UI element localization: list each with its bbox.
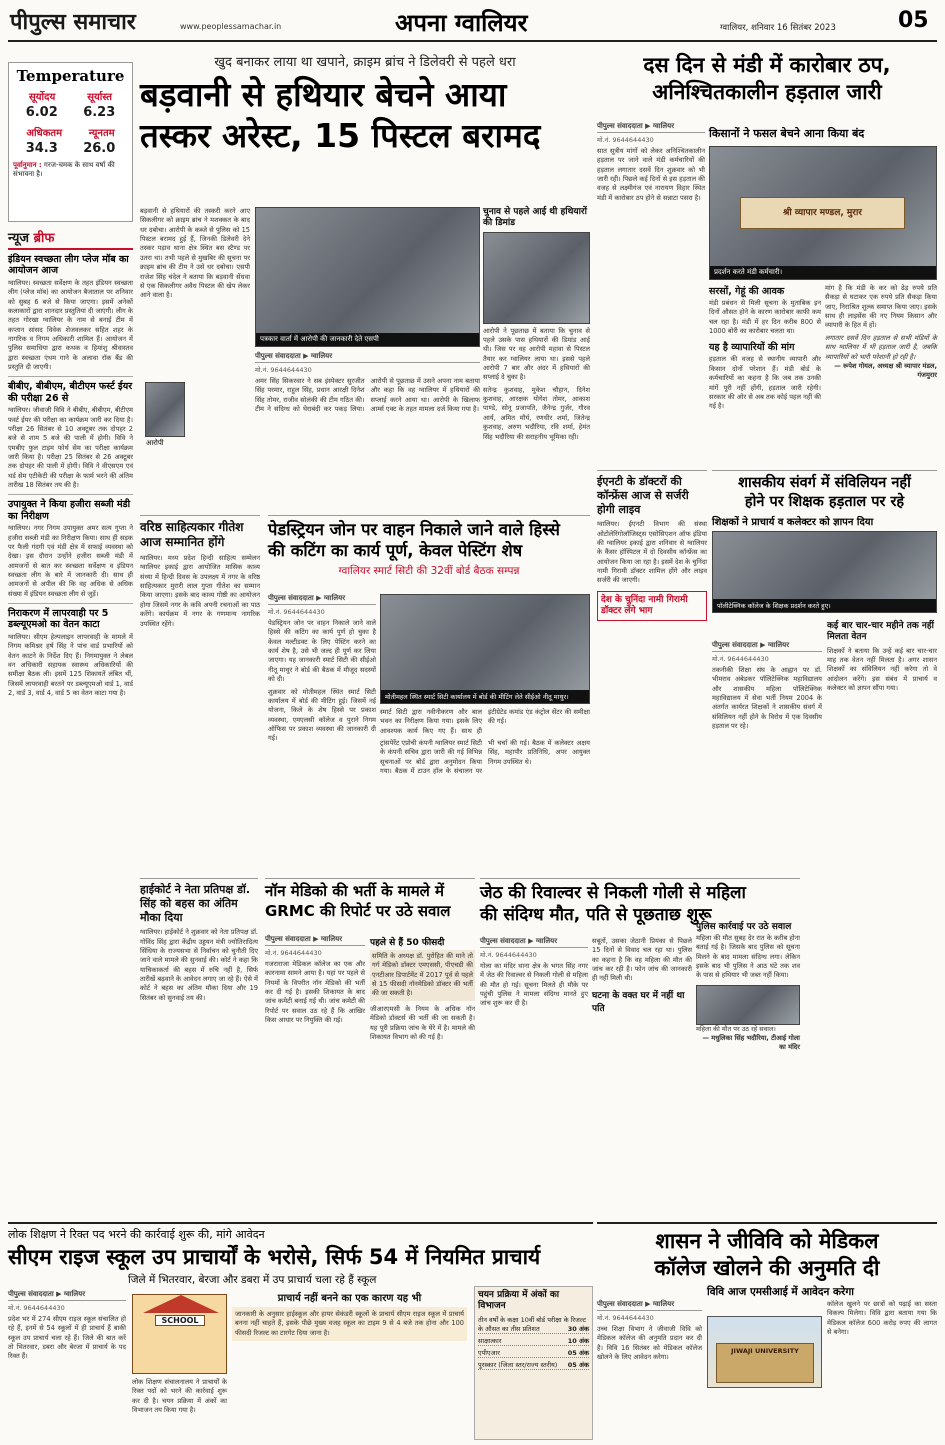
smart-city-mobile: मो.नं. 9644644430	[268, 608, 325, 616]
brief-item-3	[8, 494, 133, 599]
forecast-text: गरज-चमक के साथ वर्षा की संभावना है।	[13, 161, 115, 179]
accused-thumb	[145, 382, 185, 447]
mandi-quote-by: — रूपेश गोयल, अध्यक्ष श्री व्यापार मंडल, गंजमुरार	[834, 361, 937, 380]
sunrise-value: 6.02	[25, 105, 58, 120]
teachers-headline-1: शासकीय संवर्ग में संविलियन नहीं	[738, 475, 911, 491]
section-title-text: अपना ग्वालियर	[395, 9, 528, 37]
mandi-photo	[709, 146, 937, 280]
literary-story	[140, 515, 260, 875]
smart-city-headline-1: पेडस्ट्रियन जोन पर वाहन निकाले जाने वाले हिस्से	[268, 520, 560, 539]
lead-body-1: बड़वानी से हथियारों की तस्करी करने आए सिकलीगर को क्राइम ब्रांच ने मशक्कत के बाद धर दबोचा। आरोपी के कब्जे से पुलिस को 15 पिस्टल बरामद हुई हैं, जिनकी डिलेवरी देने तस्कर पड़ाव थाना क्षेत्र स्थित बस स्टैण्ड पर उतरा था। तभी पहले से मुखबिर की सूचना पर क्राइम ब्रांच की टीम ने उसे धर दबोचा। एसपी राजेश सिंह चंदेल ने बताया कि बड़वानी सेंधवा से एक सिकलीगर अवैध पिस्टल की खेप लेकर आने वाला है।	[140, 207, 250, 300]
brief-label-b: ब्रीफ	[33, 231, 55, 246]
ent-story	[597, 470, 707, 870]
firing-text-right	[696, 919, 800, 1217]
cmrise-table-row	[478, 1360, 589, 1370]
mandi-text-col2	[709, 284, 821, 464]
smart-city-body-4: ट्रांसपेरेंट एप्रोची कंपनी ग्वालियर स्मार्ट सिटी के कंपनी सचिव द्वारा जारी की गई विभिन्न सूचनाओं पर बोर्ड द्वारा अनुमोदन किया गया। बैठक में टाउन हॉल के संचालन पर भी चर्चा की गई। बैठक में कलेक्टर अक्षय सिंह, महापौर प्रतिनिधि, अपर आयुक्त निगम उपस्थित थे।	[380, 739, 590, 776]
university-mobile: मो.नं. 9644644430	[597, 1314, 654, 1322]
lead-headline-1: बड़वानी से हथियार बेचने आया	[140, 75, 507, 114]
sun-values	[13, 105, 128, 120]
website-url[interactable]: www.peoplessamachar.in	[180, 22, 282, 31]
mandi-byline: पीपुल्स संवाददाता ▶ ग्वालियर	[597, 122, 705, 133]
lead-text-col	[140, 207, 250, 507]
min-label: न्यूनतम	[88, 128, 115, 139]
firing-side-body: महिला की मौत सुबह देर रात के करीब होना बताई गई है। जिसके बाद पुलिस को सूचना मिलने के बाद मामला संदिग्ध लगा। लेकिन इसके बाद भी पुलिस ने आठ घंटे तक शव के पास से हथियार भी जब्त नहीं किया।	[696, 934, 800, 980]
teachers-text-left	[712, 641, 822, 871]
mandi-demand-head: यह है व्यापारियों की मांग	[709, 342, 795, 354]
mandi-body-3: मांग है कि मंडी के कर को ढेड़ रुपये प्रति सैकड़ा से घटाकर एक रुपये प्रति सैकड़ा किया जाए, निराश्रित शुल्क समाप्त किया जाए। इसके साथ ही लाइसेंस की नए नियम किसान और व्यापारी के हित में हों।	[825, 284, 937, 330]
grmc-box-head: पहले से हैं 50 फीसदी	[370, 938, 445, 948]
mandi-quote: लगातार दसवें दिन हड़ताल से सभी मंडियों के साथ ग्वालियर में भी हड़ताल जारी है, जबकि व्यापारियों को भारी परेशानी हो रही है।	[825, 333, 937, 361]
university-sub: विवि आज एमसीआई में आवेदन करेगा	[707, 1285, 854, 1298]
brief-item-body: ग्वालियर। स्वच्छता सर्वेक्षण के तहत इंडियन स्वच्छता लीग (प्लेज मॉब) का आयोजन बैजाताल पर शनिवार को सुबह 6 बजे से किया जाएगा। इसमें अनेकों कलाकारों द्वारा शानदार प्रस्तुतियां दी जाएंगी। लीग के तहत गोरखा ग्वालियर के नाम से बनाई टीम में कप्तान सांसद विवेक शेजवलकर सहित शहर के नागरिक व निगम अधिकारी शामिल हैं। आयोजन में पुलिस समाधिया द्वारा कथक व हिमांशु श्रीवास्तव द्वारा स्वच्छता एंथम गाने के अलावा रॉक बैंड की प्रस्तुति दी जाएगी।	[8, 278, 133, 372]
cmrise-body-1: प्रदेश भर में 274 सीएम राइज स्कूल संचालित हो रहे हैं, इनमें से 54 स्कूलों में ही प्राचार्य हैं बाकी स्कूल उप प्राचार्य चला रहे हैं। जिले की बात करें तो भितरवार, डबरा और बेरजा में प्राचार्य के पद रिक्त हैं।	[8, 1315, 126, 1361]
table-row-label: तीन वर्षों के कक्षा 10वीं बोर्ड परीक्षा के रिजल्ट के औसत का तीस प्रतिशत	[478, 1315, 586, 1333]
literary-head: वरिष्ठ साहित्यकार गीतेश आज सम्मानित होंगे	[140, 520, 244, 549]
brief-item-head: उपायुक्त ने किया हजीरा सब्जी मंडी का निरीक्षण	[8, 499, 131, 522]
mandi-side-head: सरसों, गेहूं की आवक	[709, 286, 785, 297]
firing-photo-caption: महिला की मौत पर उठ रहे सवाल।	[696, 1024, 776, 1033]
forecast	[13, 161, 128, 179]
grmc-story	[265, 878, 475, 1218]
cmrise-mid	[232, 1290, 467, 1440]
firing-text-mid	[592, 937, 692, 1217]
cmrise-table-head: चयन प्रक्रिया में अंकों का विभाजन	[478, 1290, 560, 1311]
brief-item-head: निराकरण में लापरवाही पर 5 डब्ल्यूएमओ का वेतन काटा	[8, 608, 109, 631]
smart-city-photo-caption: मोतीमहल स्थित स्मार्ट सिटी कार्यालय में बोर्ड की मीटिंग लेते सीईओ नीतू माथुर।	[381, 690, 589, 703]
lead-side-body: सतेन्द्र कुशवाह, मुकेश चौहान, दिनेश कुशवाह, आरक्षक योगेश तोमर, आकाश पाण्डे, सोनू प्रजापति, जैनेन्द्र गुर्जर, गौरव आर्य, अमित मौर्य, रणधीर शर्मा, जितेन्द्र कुशवाह, अरुण भदौरिया, रवि शर्मा, हेमंत सिंह भदौरिया की सराहनीय भूमिका रही।	[483, 385, 590, 441]
min-value: 26.0	[83, 141, 116, 156]
teachers-headline-2: होने पर शिक्षक हड़ताल पर रहे	[744, 493, 905, 510]
firing-body-1: गोला का मंदिर थाना क्षेत्र के भगत सिंह नगर में जेठ की रिवाल्वर से निकली गोली से महिला की मौत हो गई। सूचना मिलते ही मौके पर पहुंची पुलिस ने मामला संदिग्ध मानते हुए जांच शुरू कर दी है।	[480, 962, 588, 1008]
cmrise-table-row	[478, 1315, 589, 1334]
grmc-text-right	[370, 935, 475, 1215]
highcourt-body: ग्वालियर। हाईकोर्ट ने शुक्रवार को नेता प्रतिपक्ष डॉ. गोविंद सिंह द्वारा केंद्रीय उड्डयन मंत्री ज्योतिरादित्य सिंधिया के राज्यसभा से निर्वाचन को चुनौती दिए जाने वाले मामले की सुनवाई की। कोर्ट ने कहा कि याचिकाकर्ता की बहस में रुचि नहीं है, सिर्फ तारीखें बढ़वाने के आवेदन लगाए जा रहे हैं। ऐसे में कोर्ट ने बहस का अंतिम मौका दिया और 19 सितंबर को सुनवाई तय की।	[140, 928, 258, 1002]
firing-byline: पीपुल्स संवाददाता ▶ ग्वालियर	[480, 937, 588, 948]
teachers-story	[712, 470, 937, 870]
university-byline: पीपुल्स संवाददाता ▶ ग्वालियर	[597, 1300, 702, 1311]
cmrise-table-row	[478, 1336, 589, 1346]
cmrise-byline: पीपुल्स संवाददाता ▶ ग्वालियर	[8, 1290, 126, 1301]
lead-kicker: खुद बनाकर लाया था खपाने, क्राइम ब्रांच ने डिलेवरी से पहले धरा	[214, 55, 516, 70]
grmc-body-1: गजराराजा मेडिकल कॉलेज का एक और कारनामा सामने आया है। यहां पर पहले से नियमों के विपरीत नॉन मेडिको की भर्ती कर दी गई है। इसकी शिकायत के बाद जांच कमेटी बनाई गई थी। जांच कमेटी की रिपोर्ट पर सवाल उठ रहे हैं कि आखिर किस आधार पर नियुक्ति की गई।	[265, 960, 365, 1025]
sunrise-label: सूर्योदय	[28, 92, 56, 103]
mandi-side-body: मंडी प्रबंधन से मिली सूचना के मुताबिक इन दिनों औसत होने के कारण कारोबार काफी कम चल रहा है। मंडी में हर दिन करीब 800 से 1000 बोरी का कारोबार चलता था।	[709, 299, 821, 336]
cmrise-body-2: लोक शिक्षण संचालनालय ने प्राचार्यों के रिक्त पदों को भरने की कार्रवाई शुरू कर दी है। चयन प्रक्रिया में अंकों का विभाजन तय किया गया है।	[132, 1378, 227, 1415]
ent-head: ईएनटी के डॉक्टरों की कॉन्फ्रेंस आज से सर्जरी होगी लाइव	[597, 475, 689, 516]
brief-item-4	[8, 603, 133, 698]
university-photo	[707, 1316, 822, 1388]
lead-headline-2: तस्कर अरेस्ट, 15 पिस्टल बरामद	[140, 116, 541, 156]
grmc-body-2: जीआरएमसी के नियम के अधिक नॉन मेडिको डॉक्टर्स की भर्ती की जा सकती है। यह पूरी प्रक्रिया जांच के घेरे में है। मामले की शिकायत विभाग को की गई है।	[370, 1004, 475, 1041]
mandi-text-col3	[825, 284, 937, 464]
teachers-photo-caption: पॉलीटेक्निक कॉलेज के शिक्षक प्रदर्शन करते हुए।	[713, 599, 936, 612]
cmrise-mid-body: जानकारी के अनुसार हाईस्कूल और हायर सेकंडरी स्कूलों के प्राचार्य सीएम राइज स्कूल में प्राचार्य बनना नहीं चाहते हैं, इसके पीछे मुख्य वजह स्कूल का टाइम 9 से 4 बजे तक होना और 100 फीसदी रिजल्ट का टारगेट दिया जाना है।	[232, 1307, 467, 1341]
ent-body: ग्वालियर। ईएनटी विभाग की संस्था ओटोलेरिंगोलॉजिस्ट्स एसोसिएशन ऑफ इंडिया की ग्वालियर इकाई द्वारा शनिवार से ग्वालियर के कैंसर हॉस्पिटल में दो दिवसीय कॉन्फ्रेंस का आयोजन किया जा रहा है। इसमें देश के चुनिंदा नामी गिरामी डॉक्टर शामिल होंगे और लाइव सर्जरी की जाएगी।	[597, 520, 707, 585]
firing-photo	[696, 985, 800, 1025]
university-headline-1: शासन ने जीविवि को मेडिकल	[655, 1229, 879, 1253]
university-story	[597, 1222, 937, 1440]
cmrise-kicker: लोक शिक्षण ने रिक्त पद भरने की कार्रवाई शुरू की, मांगे आवेदन	[8, 1228, 265, 1241]
firing-quote-by: — मधुलिका सिंह भदौरिया, टीआई गोला का मंदिर	[702, 1034, 800, 1052]
max-value: 34.3	[25, 141, 58, 156]
lead-side-box-head: चुनाव से पहले आई थी हथियारों की डिमांड	[483, 207, 587, 228]
lead-mobile: मो.नं. 9644644430	[255, 366, 312, 374]
max-label: अधिकतम	[26, 128, 63, 139]
table-row-label: एपीएआर	[478, 1348, 500, 1357]
page-number: 05	[898, 8, 929, 33]
smart-city-headline-2: की कटिंग का कार्य पूर्ण, केवल पेस्टिंग शेष	[268, 541, 523, 561]
lead-side-box-body: आरोपी ने पूछताछ में बताया कि चुनाव से पहले उसके पास हथियारों की डिमांड आई थी। जिस पर वह आरोपी महावा से पिस्टल तैयार कर ग्वालियर लाया था। इससे पहले आरोपी 7 बार और अंदर में हथियारों की सप्लाई दे चुका है।	[483, 326, 590, 382]
cmrise-sub: जिले में भितरवार, बेरजा और डबरा में उप प्राचार्य चला रहे हैं स्कूल	[128, 1274, 377, 1287]
school-sign: SCHOOL	[155, 1315, 205, 1326]
mandi-text-left	[597, 122, 705, 467]
university-sign: JIWAJI UNIVERSITY	[731, 1347, 799, 1355]
mandi-story	[597, 52, 937, 467]
lead-byline: पीपुल्स संवाददाता ▶ ग्वालियर	[255, 352, 480, 363]
brief-item-1	[8, 254, 133, 372]
smart-city-byline: पीपुल्स संवाददाता ▶ ग्वालियर	[268, 594, 376, 605]
literary-body: ग्वालियर। मध्य प्रदेश हिन्दी साहित्य सम्मेलन ग्वालियर इकाई द्वारा आयोजित मासिक काव्य संध्या में हिन्दी दिवस के उपलक्ष्य में नगर के वरिष्ठ साहित्यकार मुरारी लाल गुप्ता गीतेश का सम्मान किया जाएगा। इसके बाद काव्य गोष्ठी का आयोजन होगा जिसमें नगर के कवि अपनी रचनाओं का पाठ करेंगे। कार्यक्रम में नगर के गणमान्य नागरिक उपस्थित रहेंगे।	[140, 554, 260, 628]
news-brief-column	[8, 228, 133, 1233]
smart-city-text-right	[380, 708, 590, 868]
weapons-photo	[483, 232, 590, 324]
highcourt-story	[140, 878, 258, 1218]
smart-city-body-3: स्मार्ट सिटी द्वारा नवीनीकरण और बाल भवन का निरीक्षण किया गया। इसके लिए आवश्यक कार्य किए गए हैं। साथ ही इंटीग्रेटेड कमांड एंड कंट्रोल सेंटर की समीक्षा की गई।	[380, 708, 590, 735]
lead-story	[140, 52, 590, 512]
brief-item-head: बीबीए, बीबीएम, बीटीएम फर्स्ट ईयर की परीक्षा 26 से	[8, 381, 133, 404]
temp-labels	[13, 125, 128, 139]
teachers-side-head: कई बार चार-चार महीने तक नहीं मिलता वेतन	[827, 621, 934, 643]
teachers-body-1: तकनीकी शिक्षा संघ के आह्वान पर डॉ. भीमराव अंबेडकर पॉलिटेक्निक महाविद्यालय और शासकीय महिला पॉलिटेक्निक महाविद्यालय में सेवा भर्ती नियम 2004 के अंतर्गत कार्यरत शिक्षकों ने शासकीय संवर्ग में संविलियन नहीं होने के विरोध में एक दिवसीय हड़ताल पर रहे।	[712, 666, 822, 731]
dateline: ग्वालियर, शनिवार 16 सितंबर 2023	[720, 23, 836, 33]
mandi-banner-text: श्री व्यापार मण्डल, मुरार	[783, 208, 862, 218]
table-row-value: 10 अंक	[567, 1336, 589, 1345]
brief-item-2	[8, 376, 133, 490]
grmc-mobile: मो.नं. 9644644430	[265, 949, 322, 957]
smart-city-body-1: पेडस्ट्रियन जोन पर वाहन निकाले जाने वाले हिस्से की कटिंग का कार्य पूर्ण हो चुका है केवल मल्टीडक्ट के लिए पेस्टिंग करने का कार्य शेष है, उसे भी जल्द ही पूर्ण कर लिया जाएगा। यह जानकारी स्मार्ट सिटी की सीईओ नीतू माथुर ने बोर्ड की बैठक में मौजूद सदस्यों को दी।	[268, 619, 376, 684]
news-brief-label	[8, 228, 133, 250]
school-roof-icon	[143, 1295, 219, 1313]
university-body-2: कॉलेज खुलने पर छात्रों को पढ़ाई का सस्ता विकल्प मिलेगा। विवि द्वारा बताया गया कि मेडिकल कॉलेज 600 करोड़ रुपए की लागत से बनेगा।	[827, 1300, 937, 1337]
university-text-left	[597, 1300, 702, 1440]
section-title	[395, 6, 527, 39]
table-row-label: साक्षात्कार	[478, 1336, 502, 1345]
table-row-value: 05 अंक	[567, 1360, 589, 1369]
accused-caption: आरोपी	[146, 439, 164, 447]
cmrise-body-2-wrap	[132, 1378, 227, 1440]
lead-photo-caption: पत्रकार वार्ता में आरोपी की जानकारी देते एसपी	[256, 333, 479, 346]
university-body-1: उच्च शिक्षा विभाग ने जीवाजी विवि को मेडिकल कॉलेज की अनुमति प्रदान कर दी है। विवि 16 सितंबर को मेडिकल कॉलेज खोलने के लिए आवेदन करेगा।	[597, 1325, 702, 1362]
lead-text-mid	[255, 352, 480, 512]
mandi-headline-2: अनिश्चितकालीन हड़ताल जारी	[652, 80, 882, 105]
brief-item-body: ग्वालियर। सीएम हेल्पलाइन लापरवाही के मामले में निगम कमिश्नर हर्ष सिंह ने पांच वार्ड प्रभारियों को वेतन काटने के निर्देश दिए हैं। निगमायुक्त ने लेबल वन अधिकारी सहायक स्वास्थ्य अधिकारियों की समीक्षा बैठक ली। इसमें 125 शिकायतें लंबित थीं, जिसमें लापरवाही बरतने पर डब्ल्यूएमओ वार्ड 1, वार्ड 2, वार्ड 3, वार्ड 4, वार्ड 5 का वेतन काटा गया है।	[8, 632, 133, 697]
brief-label-a: न्यूज	[8, 231, 30, 246]
teachers-sub: शिक्षकों ने प्राचार्य व कलेक्टर को ज्ञापन दिया	[712, 516, 874, 528]
cmrise-table-row	[478, 1348, 589, 1358]
mandi-headline-1: दस दिन से मंडी में कारोबार ठप,	[643, 53, 891, 77]
firing-text-left	[480, 937, 588, 1217]
smart-city-body-2: शुक्रवार को मोतीमहल स्थित स्मार्ट सिटी कार्यालय में बोर्ड की मीटिंग हुई। जिसमें नई योजना, किले के शेष हिस्से पर प्रकाश व्यवस्था, एमएलसी कॉलेज व पुराने निगम ऑफिस पर प्रकाश व्यवस्था की जानकारी दी गई।	[268, 687, 376, 743]
teachers-byline: पीपुल्स संवाददाता ▶ ग्वालियर	[712, 641, 822, 652]
mandi-sub: किसानों ने फसल बेचने आना किया बंद	[709, 127, 865, 140]
lead-body-2: अमर सिंह सिकरवार ने सब इंस्पेक्टर सुरजीत सिंह परमार, राहुल सिंह, प्रधान आरक्षी दिनेश सिंह तोमर, राजीव सोलंकी की टीम गठित की। टीम ने संदिग्ध को घेराबंदी कर पकड़ लिया। आरोपी से पूछताछ में उसने अपना नाम बताया और कहा कि वह ग्वालियर में हथियारों की सप्लाई करने आया था। आरोपी के खिलाफ आर्म्स एक्ट के तहत मामला दर्ज किया गया है।	[255, 377, 480, 414]
highcourt-head: हाईकोर्ट ने नेता प्रतिपक्ष डॉ. सिंह को बहस का अंतिम मौका दिया	[140, 883, 251, 924]
school-illustration	[132, 1294, 227, 1374]
smart-city-story	[268, 515, 590, 870]
header-rule	[8, 40, 937, 42]
firing-mobile: मो.नं. 9644644430	[480, 951, 537, 959]
cmrise-headline: सीएम राइज स्कूल उप प्राचार्यों के भरोसे, सिर्फ 54 में नियमित प्राचार्य	[8, 1245, 541, 1269]
university-text-right	[827, 1300, 937, 1440]
table-row-label: पुरस्कार (जिला स्तर/राज्य स्तरीय)	[478, 1360, 558, 1369]
university-headline-2: कॉलेज खोलने की अनुमति दी	[654, 1256, 880, 1281]
firing-headline-2: की संदिग्ध मौत, पति से पूछताछ शुरू	[480, 905, 712, 926]
sunset-value: 6.23	[83, 105, 116, 120]
teachers-text-right	[827, 621, 937, 871]
cmrise-text-left	[8, 1290, 126, 1440]
table-row-value: 05 अंक	[567, 1348, 589, 1357]
grmc-text-left	[265, 935, 365, 1215]
firing-headline-1: जेठ की रिवाल्वर से निकली गोली से महिला	[480, 883, 746, 903]
firing-subhead: घटना के वक्त घर में नहीं था पति	[592, 990, 685, 1014]
cmrise-story	[8, 1222, 593, 1440]
page-header	[0, 0, 945, 46]
mandi-photo-caption: प्रदर्शन करते मंडी कर्मचारी।	[710, 266, 936, 279]
brief-item-head: इंडियन स्वच्छता लीग प्लेज मॉब का आयोजन आज	[8, 254, 129, 277]
masthead-logo: पीपुल्स समाचार	[10, 9, 136, 35]
grmc-headline-2: GRMC की रिपोर्ट पर उठे सवाल	[265, 901, 451, 920]
lead-side-box	[483, 207, 590, 512]
mandi-body-1: सात सूत्रीय मांगों को लेकर अनिश्चितकालीन हड़ताल पर जाने वाले मंडी कर्मचारियों की हड़ताल लगातार दसवें दिन शुक्रवार को भी जारी रही। पिछले कई दिनों से इस हड़ताल की वजह से लक्ष्मीगंज एवं नारायण विहार स्थित मंडी में कारोबार ठप होने से सन्नाटा पसरा है।	[597, 147, 705, 202]
brief-item-body: ग्वालियर। नगर निगम उपायुक्त अमर सत्य गुप्ता ने हजीरा सब्जी मंडी का निरीक्षण किया। साथ ही सड़क पर फैली गंदगी एवं मंडी क्षेत्र में सफाई व्यवस्था को देखा। इस दौरान उन्होंने हजीरा सब्जी मंडी में आमजनों से बात कर स्वच्छता सर्वेक्षण व इंडियन स्वच्छता लीग के बारे में जानकारी दी। साथ ही आमजनों से अपील की कि वह अधिक से अधिक संख्या में इंडियन स्वच्छता लीग से जुड़ें।	[8, 524, 133, 598]
brief-item-body: ग्वालियर। जीवाजी विवि ने बीबीए, बीबीएम, बीटीएम फर्स्ट ईयर की परीक्षा का कार्यक्रम जारी कर दिया है। परीक्षा 26 सितंबर से 10 अक्टूबर तक दोपहर 2 बजे से शाम 5 बजे की पाली में होगी। विवि ने एमबीए फुल टाइम फोर्थ सेम का परीक्षा कार्यक्रम जारी किया है। परीक्षा 25 सितंबर से 26 अक्टूबर तक दोपहर की पाली में होगी। विवि ने वीएसएम एवं थर्ड सेम एटीकेटी की परीक्षा के फार्म भरने की अंतिम तारीख 18 सितंबर तय की है।	[8, 406, 133, 490]
firing-body-2: सबूतों, उसका जेठानी प्रियंका से पिछले 15 दिनों से विवाद चल रहा था। पुलिस का कहना है कि वह महिला की मौत की जांच कर रही है। फोन जांच की जानकारी ही नहीं मिली थी।	[592, 937, 692, 983]
smart-city-text-left	[268, 594, 376, 869]
firing-side-head: पुलिस कार्रवाई पर उठे सवाल	[696, 922, 792, 932]
mandi-body-2: हड़ताल की वजह से स्थानीय व्यापारी और किसान दोनों परेशान हैं। मंडी बोर्ड के कर्मचारियों का कहना है कि जब तक उनकी मांगें पूरी नहीं होंगी, हड़ताल जारी रहेगी। सरकार की ओर से अब तक कोई पहल नहीं की गई है।	[709, 355, 821, 411]
forecast-label: पूर्वानुमान :	[13, 161, 42, 169]
grmc-headline-1: नॉन मेडिको की भर्ती के मामले में	[265, 882, 445, 900]
grmc-byline: पीपुल्स संवाददाता ▶ ग्वालियर	[265, 935, 365, 946]
sun-labels	[13, 89, 128, 103]
lead-photo	[255, 207, 480, 347]
cmrise-mid-head: प्राचार्य नहीं बनने का एक कारण यह भी	[277, 1293, 422, 1304]
smart-city-sub: ग्वालियर स्मार्ट सिटी की 32वीं बोर्ड बैठक सम्पन्न	[338, 564, 520, 577]
grmc-box-body: समिति के अध्यक्ष डॉ. पुरोहित की माने तो गर्ग मेडिको डॉक्टर एमएससी, पीएचडी की एनटीआर डिपार्टमेंट में 2017 पूर्व से पहले से 15 फीसदी नॉनमेडिको डॉक्टर की भर्ती की जा सकती है।	[370, 950, 475, 1001]
temp-values	[13, 141, 128, 156]
ent-box: देश के चुनिंदा नामी गिरामी डॉक्टर लेंगे भाग	[597, 591, 707, 622]
mandi-banner	[740, 197, 905, 229]
table-row-value: 30 अंक	[567, 1324, 589, 1333]
firing-story	[480, 878, 800, 1218]
weather-box	[8, 62, 133, 222]
weather-title: Temperature	[16, 67, 125, 85]
smart-city-photo	[380, 594, 590, 704]
mandi-mobile: मो.नं. 9644644430	[597, 136, 654, 144]
cmrise-mobile: मो.नं. 9644644430	[8, 1304, 65, 1312]
teachers-body-2: शिक्षकों ने बताया कि उन्हें कई बार चार-चार माह तक वेतन नहीं मिलता है। अगर शासन शिक्षकों का संविलियन नहीं करेगा तो वे आंदोलन करेंगे। इस संबंध में प्राचार्य व कलेक्टर को ज्ञापन सौंपा गया।	[827, 646, 937, 692]
sunset-label: सूर्यास्त	[87, 92, 112, 103]
teachers-photo	[712, 531, 937, 613]
cmrise-table	[474, 1286, 593, 1440]
teachers-mobile: मो.नं. 9644644430	[712, 655, 769, 663]
